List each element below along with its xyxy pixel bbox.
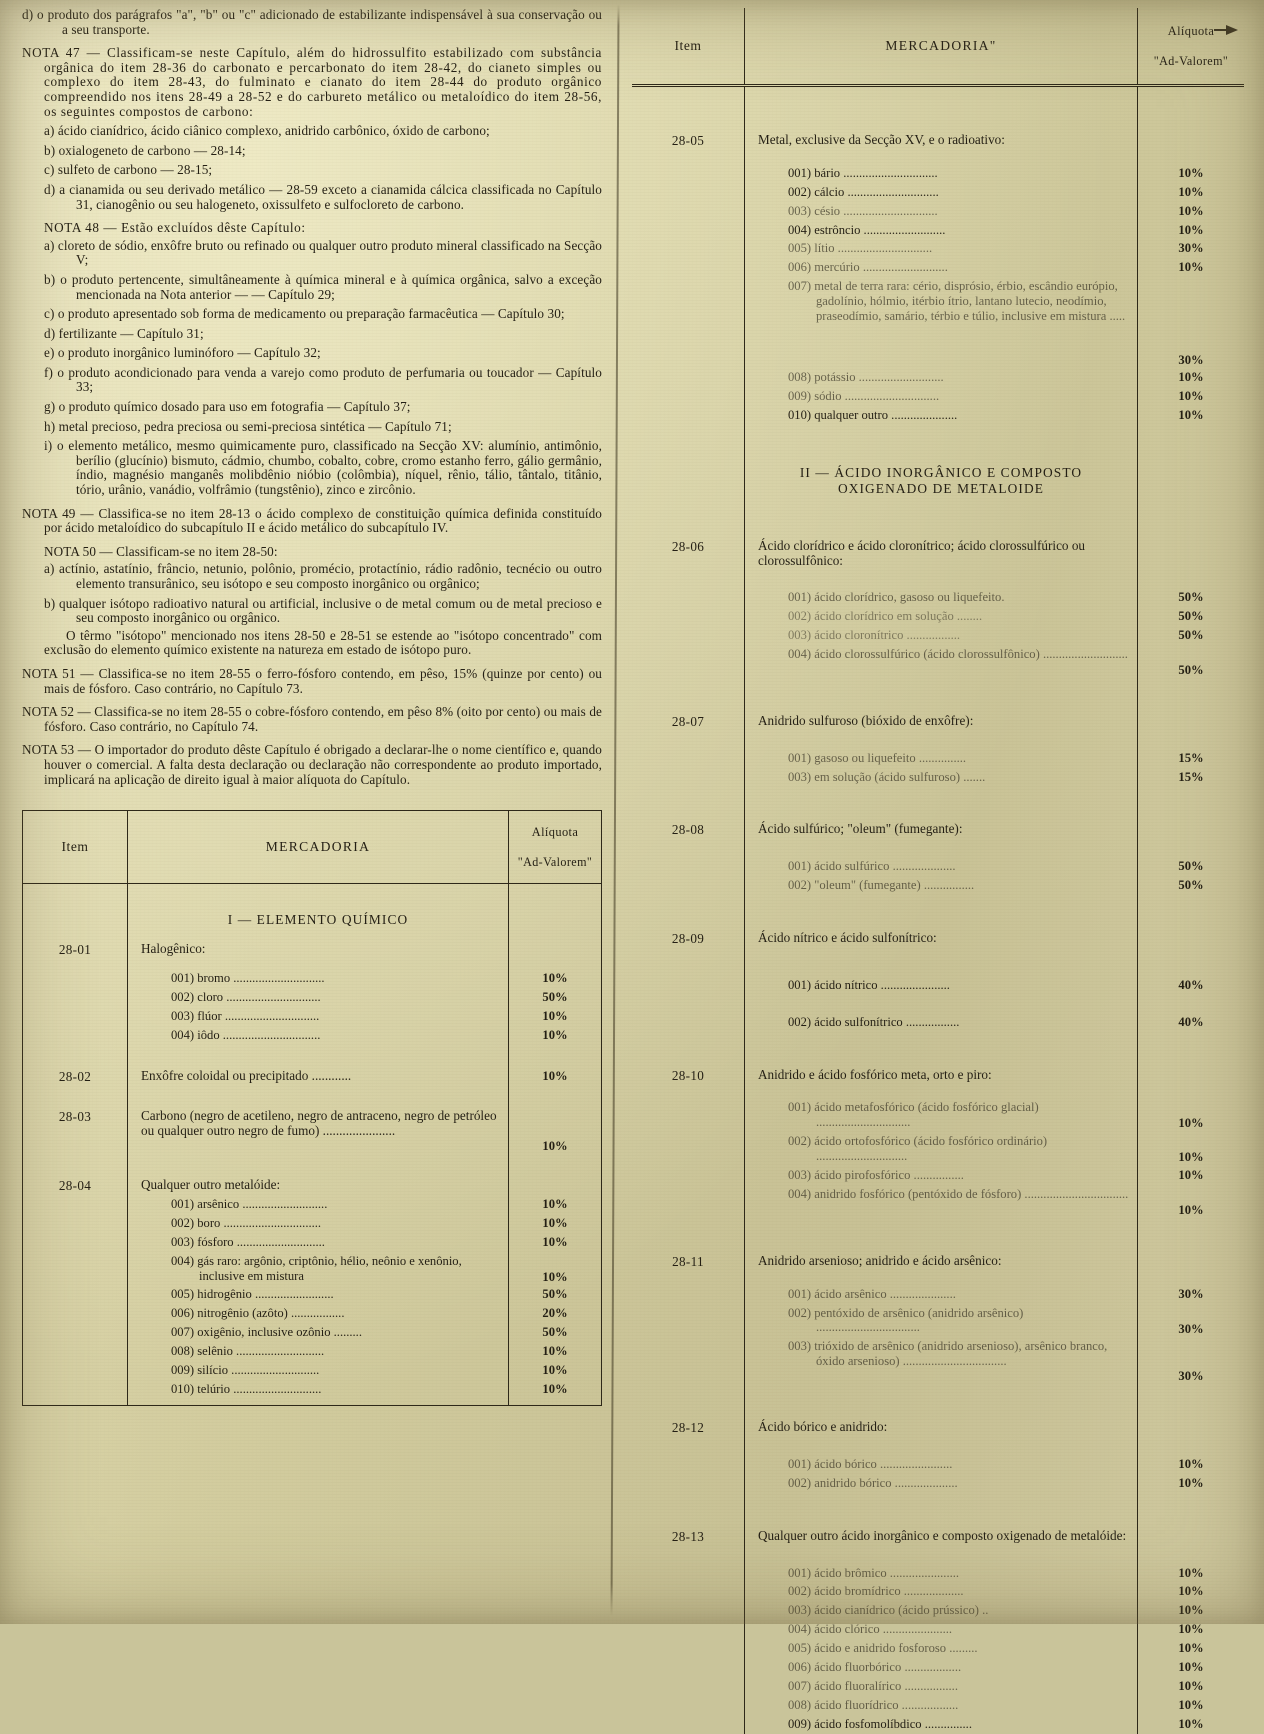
row-item-code: 28-07: [671, 713, 705, 729]
table-subrow: [632, 239, 1244, 258]
subrow-rate: 10%: [1178, 1168, 1204, 1183]
row-description: Metal, exclusive da Secção XV, e o radioativo:: [758, 132, 1005, 147]
table-subrow: [23, 1026, 601, 1045]
row-rate: [1138, 712, 1244, 731]
subrow-description: 001) ácido brômico ......................: [788, 1565, 960, 1580]
row-item-code: 28-03: [58, 1109, 92, 1125]
note-block-nota-53: NOTA 53 — O importador do produto dêste Capítulo é obrigado a declarar-lhe o nome científico e, quando houver o comercial. A falta desta declaração ou declaração não correspondente ao produto importado, implicará na aplicação de direito igual à maior alíquota do Capítulo.: [22, 742, 602, 787]
subrow-rate: 10%: [1178, 1584, 1204, 1599]
row-rate: [1138, 537, 1244, 571]
row-description: Carbono (negro de acetileno, negro de antraceno, negro de petróleo ou qualquer outro negro de fumo) ......................: [141, 1108, 497, 1139]
table-subrow: [632, 1658, 1244, 1677]
subrow-description: 002) ácido clorídrico em solução ........: [788, 609, 983, 624]
subrow-description: 001) ácido arsênico .....................: [788, 1286, 956, 1301]
subrow-description: 004) iôdo ...............................: [171, 1027, 321, 1042]
note-item: b) qualquer isótopo radioativo natural ou artificial, inclusive o de metal comum ou de metal precioso e seu composto inorgânico ou orgânico.: [44, 595, 602, 626]
table-row: [632, 1527, 1244, 1546]
row-rate: [1138, 1066, 1244, 1085]
subrow-rate: 10%: [1178, 1565, 1204, 1580]
note-item: a) ácido cianídrico, ácido ciânico complexo, anidrido carbônico, óxido de carbono;: [44, 123, 490, 139]
table-subrow: [23, 969, 601, 988]
subrow-rate: 10%: [542, 1363, 568, 1378]
table-subrow: [23, 1195, 601, 1214]
subrow-description: 003) ácido cloronítrico .................: [788, 628, 961, 643]
table-subrow: [632, 277, 1244, 368]
row-description: Ácido nítrico e ácido sulfonítrico:: [758, 930, 937, 946]
table-row: [632, 1252, 1244, 1271]
subrow-rate: 10%: [542, 1269, 568, 1284]
subrow-rate: 10%: [1178, 1116, 1204, 1131]
row-item-code: 28-06: [671, 538, 705, 554]
table-subrow: [632, 1185, 1244, 1218]
subrow-description: 003) trióxido de arsênico (anidrido arsenioso), arsênico branco, óxido arsenioso) .................................: [788, 1339, 1108, 1369]
table-row: [632, 712, 1244, 731]
subrow-rate: 10%: [1178, 260, 1204, 275]
subrow-description: 003) fósforo ............................: [171, 1234, 325, 1249]
row-item-code: 28-05: [671, 133, 705, 148]
note-item: b) o produto pertencente, simultâneamente à química mineral e à química orgânica, salvo a exceção mencionada na Nota anterior — — Capítulo 29;: [44, 271, 602, 302]
subrow-description: 004) estrôncio ..........................: [788, 222, 946, 237]
row-rate: [1138, 929, 1244, 948]
row-item-code: 28-02: [58, 1068, 92, 1084]
table-row: [632, 1066, 1244, 1085]
table-subrow: [632, 1166, 1244, 1185]
subrow-rate: 10%: [542, 1344, 568, 1359]
row-rate: 10%: [542, 1068, 568, 1083]
subrow-description: 004) anidrido fosfórico (pentóxido de fósforo) .................................: [788, 1187, 1129, 1202]
table-subrow: [23, 1233, 601, 1252]
subrow-rate: 10%: [542, 1215, 568, 1230]
subrow-rate: 50%: [542, 1287, 568, 1302]
note-block-nota-48: [22, 221, 602, 498]
subrow-rate: 15%: [1178, 769, 1204, 784]
subrow-rate: 10%: [542, 1382, 568, 1396]
table-row: [632, 820, 1244, 839]
subrow-description: 009) silício ............................: [171, 1363, 320, 1378]
table-row: [632, 131, 1244, 150]
header-rate-line2: "Ad-Valorem": [1153, 54, 1229, 68]
row-item-code: 28-09: [671, 931, 705, 947]
subrow-description: 002) anidrido bórico ....................: [788, 1475, 958, 1490]
subrow-rate: 30%: [1178, 353, 1204, 368]
subrow-description: 002) boro ...............................: [171, 1215, 322, 1230]
subrow-rate: 50%: [542, 1325, 568, 1340]
row-rate: [1138, 1527, 1244, 1546]
subrow-rate: 10%: [1178, 1603, 1204, 1618]
row-description: Qualquer outro metalóide:: [141, 1177, 281, 1193]
table-row: [632, 537, 1244, 571]
subrow-description: 001) ácido bórico .......................: [788, 1456, 953, 1471]
subrow-rate: 10%: [1178, 1716, 1204, 1731]
subrow-description: 001) ácido clorídrico, gasoso ou liquefeito.: [788, 590, 1005, 605]
table-body: [23, 884, 601, 1405]
table-subrow: [632, 976, 1244, 995]
subrow-rate: 10%: [542, 1196, 568, 1211]
subrow-rate: 50%: [542, 989, 568, 1004]
table-subrow: [632, 1013, 1244, 1032]
note-block-nota-47: [22, 46, 602, 212]
subrow-description: 002) ácido ortofosfórico (ácido fosfórico ordinário) .............................: [788, 1134, 1048, 1164]
table-subrow: [632, 1677, 1244, 1696]
table-subrow: [23, 1380, 601, 1399]
table-subrow: [632, 183, 1244, 202]
subrow-description: 001) gasoso ou liquefeito ...............: [788, 750, 967, 765]
subrow-description: 007) metal de terra rara: cério, disprósio, érbio, escândio európio, gadolínio, hólmio, itérbio ítrio, lantano lutecio, neodímio, praseodímio, samário, térbio e túlio, inclusive em mistura .....: [788, 279, 1126, 324]
row-item-code: 28-01: [58, 942, 92, 958]
note-item: e) o produto inorgânico luminóforo — Capítulo 32;: [44, 345, 321, 361]
table-subrow: [632, 1474, 1244, 1493]
subrow-description: 002) cálcio .............................: [788, 184, 939, 199]
row-description: Ácido bórico e anidrido:: [758, 1419, 888, 1435]
subrow-rate: 10%: [1178, 1660, 1204, 1675]
table-subrow: [632, 1132, 1244, 1166]
table-subrow: [632, 387, 1244, 406]
table-row: [632, 929, 1244, 948]
subrow-rate: 30%: [1178, 1321, 1204, 1336]
header-merchandise: MERCADORIA: [265, 839, 371, 855]
subrow-description: 003) césio ..............................: [788, 203, 938, 218]
table-subrow: [632, 1601, 1244, 1620]
row-item-code: 28-08: [671, 822, 705, 838]
subrow-description: 005) lítio ..............................: [788, 241, 933, 256]
section-title: I — ELEMENTO QUÍMICO: [227, 912, 409, 928]
note-item: a) cloreto de sódio, enxôfre bruto ou refinado ou qualquer outro produto mineral classificado na Secção V;: [44, 237, 602, 268]
subrow-description: 003) em solução (ácido sulfuroso) .......: [788, 769, 986, 784]
table-subrow: [632, 1285, 1244, 1304]
subrow-rate: 10%: [542, 1027, 568, 1042]
table-subrow: [632, 258, 1244, 277]
subrow-rate: 50%: [1178, 590, 1204, 605]
table-subrow: [632, 1564, 1244, 1583]
subrow-rate: 10%: [1178, 1622, 1204, 1637]
header-rate: [509, 811, 601, 883]
header-item: Item: [674, 38, 702, 53]
table-subrow: [632, 368, 1244, 387]
subrow-rate: 10%: [1178, 222, 1204, 237]
subrow-rate: 50%: [1178, 859, 1204, 874]
subrow-rate: 10%: [1178, 370, 1204, 385]
subrow-description: 002) ácido bromídrico ...................: [788, 1584, 964, 1599]
row-description: Ácido sulfúrico; "oleum" (fumegante):: [758, 821, 963, 837]
subrow-description: 003) flúor ..............................: [171, 1008, 320, 1023]
section-title-row: [632, 459, 1244, 503]
row-rate: 10%: [542, 1139, 568, 1154]
table-body: [632, 87, 1244, 1734]
subrow-rate: 10%: [542, 1008, 568, 1023]
subrow-description: 004) gás raro: argônio, criptônio, hélio, neônio e xenônio, inclusive em mistura: [171, 1253, 462, 1283]
subrow-rate: 40%: [1178, 1014, 1204, 1029]
note-item: a) actínio, astatínio, frâncio, netunio, polônio, promécio, protactínio, rádio radônio, tecnécio ou outro elemento transurânico, seu isótopo e seu composto inorgânico ou orgânico;: [44, 561, 602, 591]
subrow-rate: 10%: [1178, 203, 1204, 218]
table-row: [23, 940, 601, 959]
subrow-rate: 10%: [1178, 1456, 1204, 1471]
table-row: [23, 1107, 601, 1154]
table-subrow: [23, 1304, 601, 1323]
subrow-rate: 10%: [1178, 184, 1204, 199]
table-subrow: [632, 857, 1244, 876]
subrow-description: 005) ácido e anidrido fosforoso .........: [788, 1641, 978, 1656]
row-description: Qualquer outro ácido inorgânico e composto oxigenado de metalóide:: [758, 1527, 1127, 1543]
header-item: Item: [61, 839, 89, 855]
header-rate: [1138, 8, 1244, 84]
note-item: f) o produto acondicionado para venda a varejo como produto de perfumaria ou toucador — Capítulo 33;: [44, 364, 602, 395]
row-rate: [509, 1176, 601, 1195]
subrow-description: 003) ácido cianídrico (ácido prússico) ..: [788, 1603, 989, 1618]
note-heading: NOTA 50 — Classificam-se no item 28-50:: [44, 543, 278, 559]
subrow-rate: 20%: [542, 1306, 568, 1321]
table-subrow: [632, 1715, 1244, 1734]
note-block-nota-49: NOTA 49 — Classifica-se no item 28-13 o ácido complexo de constituição química definida constituído por ácido metaloídico do subcapítulo II e ácido metálico do subcapítulo IV.: [22, 505, 602, 536]
subrow-description: 006) nitrogênio (azôto) .................: [171, 1306, 345, 1321]
table-subrow: [632, 202, 1244, 221]
row-rate: [1138, 131, 1244, 150]
table-subrow: [632, 1098, 1244, 1132]
subrow-rate: 10%: [1178, 1697, 1204, 1712]
row-rate: [1138, 1252, 1244, 1271]
subrow-description: 002) "oleum" (fumegante) ................: [788, 878, 975, 893]
table-subrow: [23, 1323, 601, 1342]
table-subrow: [23, 1342, 601, 1361]
subrow-description: 009) sódio ..............................: [788, 388, 940, 403]
row-rate: [1138, 820, 1244, 839]
subrow-rate: 10%: [1178, 407, 1204, 422]
table-subrow: [23, 1007, 601, 1026]
note-block-nota-51: NOTA 51 — Classifica-se no item 28-55 o ferro-fósforo contendo, em pêso, 15% (quinze por cento) ou mais de fósforo. Caso contrário, no Capítulo 73.: [22, 665, 602, 696]
row-description: Halogênico:: [141, 941, 206, 957]
table-subrow: [23, 988, 601, 1007]
table-row: [23, 1067, 601, 1086]
subrow-description: 006) ácido fluorbórico ..................: [788, 1660, 962, 1675]
subrow-rate: 10%: [1178, 1678, 1204, 1693]
subrow-description: 006) mercúrio ...........................: [788, 260, 948, 275]
subrow-description: 004) ácido clorossulfúrico (ácido clorossulfônico) ...........................: [788, 647, 1128, 662]
table-subrow: [632, 1304, 1244, 1338]
subrow-description: 009) ácido fosfomolíbdico ...............: [788, 1716, 972, 1731]
row-item-code: 28-12: [671, 1420, 705, 1436]
right-column: [632, 8, 1244, 1731]
note-item: b) oxialogeneto de carbono — 28-14;: [44, 142, 246, 158]
note-heading: NOTA 47 — Classificam-se neste Capítulo, além do hidrossulfito estabilizado com substância orgânica do item 28-36 do carbonato e percarbonato do item 28-42, do cianeto simples ou complexo do item 28-43, do fulminato e cianato do item 28-44 do produto orgânico compreendido nos itens 28-49 a 28-52 e do carbureto metálico ou metaloídico do item 28-56, os seguintes compostos de carbono:: [22, 45, 602, 119]
note-item: c) sulfeto de carbono — 28-15;: [44, 162, 213, 178]
note-item: i) o elemento metálico, mesmo quimicamente puro, classificado na Secção XV: alumínio, antimônio, berílio (glucínio) bismuto, cádmio, chumbo, cobalto, cobre, cromo estanho ferro, gálio germânio, índio, magnésio manganês molibdênio nióbio (colômbia), níquel, rênio, tálio, tântalo, titânio, tório, urânio, vanádio, volfrâmio (tungstênio), zinco e zircônio.: [44, 438, 602, 498]
table-subrow: [632, 164, 1244, 183]
right-tariff-table: [632, 8, 1244, 1734]
subrow-rate: 10%: [1178, 1641, 1204, 1656]
header-rate-line1: Alíquota: [531, 825, 579, 840]
table-subrow: [632, 607, 1244, 626]
subrow-rate: 50%: [1178, 609, 1204, 624]
subrow-description: 002) pentóxido de arsênico (anidrido arsênico) .................................: [788, 1305, 1024, 1335]
table-subrow: [632, 1455, 1244, 1474]
subrow-rate: 50%: [1178, 663, 1204, 678]
note-item: h) metal precioso, pedra preciosa ou semi-preciosa sintética — Capítulo 71;: [44, 418, 452, 434]
table-subrow: [632, 1337, 1244, 1384]
table-subrow: [632, 645, 1244, 678]
row-description: Anidrido arsenioso; anidrido e ácido arsênico:: [758, 1252, 1002, 1268]
note-trailing: O têrmo "isótopo" mencionado nos itens 28-50 e 28-51 se estende ao "isótopo concentrado" com exclusão do elemento químico existente na natureza em estado de isótopo puro.: [44, 627, 602, 658]
arrow-icon: [1214, 22, 1238, 32]
table-subrow: [632, 588, 1244, 607]
note-item: d) a cianamida ou seu derivado metálico — 28-59 exceto a cianamida cálcica classificada no Capítulo 31, cianogênio ou seu halogeneto, oxissulfeto e sulfocloreto de carbono.: [44, 181, 602, 212]
subrow-rate: 10%: [1178, 1150, 1204, 1165]
subrow-rate: 30%: [1178, 241, 1204, 256]
row-description: Anidrido sulfuroso (bióxido de enxôfre):: [758, 712, 974, 728]
subrow-description: 001) ácido nítrico ......................: [788, 977, 950, 992]
row-item-code: 28-04: [58, 1178, 92, 1194]
subrow-description: 001) bromo .............................: [171, 970, 325, 985]
subrow-description: 004) ácido clórico ......................: [788, 1622, 953, 1637]
table-subrow: [23, 1285, 601, 1304]
row-rate: [509, 940, 601, 959]
table-subrow: [632, 626, 1244, 645]
subrow-description: 007) oxigênio, inclusive ozônio .........: [171, 1325, 362, 1340]
table-subrow: [632, 876, 1244, 895]
subrow-rate: 40%: [1178, 977, 1204, 992]
subrow-rate: 10%: [1178, 165, 1204, 180]
table-subrow: [632, 1582, 1244, 1601]
header-merchandise: MERCADORIA": [885, 38, 997, 53]
table-subrow: [632, 1620, 1244, 1639]
row-item-code: 28-13: [671, 1528, 705, 1544]
table-subrow: [632, 1696, 1244, 1715]
subrow-description: 008) ácido fluorídrico ..................: [788, 1697, 959, 1712]
subrow-description: 008) selênio ............................: [171, 1344, 325, 1359]
header-rate-line2: "Ad-Valorem": [517, 855, 593, 870]
section-title: II — ÁCIDO INORGÂNICO E COMPOSTO OXIGENADO DE METALOIDE: [799, 464, 1083, 496]
subrow-description: 010) telúrio ............................: [171, 1382, 322, 1396]
column-divider: [610, 4, 619, 1620]
subrow-description: 001) ácido metafosfórico (ácido fosfórico glacial) ..............................: [788, 1100, 1039, 1130]
left-tariff-table: [22, 810, 602, 1406]
section-title-row: [23, 906, 601, 934]
table-subrow: [632, 749, 1244, 768]
row-description: Enxôfre coloidal ou precipitado ............: [141, 1067, 352, 1083]
note-item: g) o produto químico dosado para uso em fotografia — Capítulo 37;: [44, 399, 411, 415]
row-description: Ácido clorídrico e ácido cloronítrico; ácido clorossulfúrico ou clorossulfônico:: [758, 537, 1086, 568]
table-subrow: [632, 406, 1244, 425]
table-subrow: [23, 1252, 601, 1286]
note-block-nota-52: NOTA 52 — Classifica-se no item 28-55 o cobre-fósforo contendo, em pêso 8% (oito por cento) ou mais de fósforo. Caso contrário, no Capítulo 74.: [22, 704, 602, 734]
table-subrow: [632, 221, 1244, 240]
note-item: d) fertilizante — Capítulo 31;: [44, 325, 204, 341]
subrow-description: 007) ácido fluoralírico .................: [788, 1678, 958, 1693]
subrow-description: 001) bário ..............................: [788, 165, 938, 180]
row-rate: [1138, 1418, 1244, 1437]
subrow-rate: 10%: [542, 1234, 568, 1249]
row-item-code: 28-11: [672, 1253, 704, 1269]
table-row: [632, 1418, 1244, 1437]
subrow-description: 001) ácido sulfúrico ....................: [788, 859, 956, 874]
subrow-rate: 10%: [542, 970, 568, 985]
table-subrow: [632, 1639, 1244, 1658]
intro-paragraph: d) o produto dos parágrafos "a", "b" ou "c" adicionado de estabilizante indispensável à sua conservação ou a seu transporte.: [22, 7, 602, 37]
subrow-rate: 10%: [1178, 388, 1204, 403]
subrow-rate: 10%: [1178, 1203, 1204, 1218]
table-header: [632, 8, 1244, 87]
table-row: [23, 1176, 601, 1195]
table-subrow: [23, 1214, 601, 1233]
subrow-description: 005) hidrogênio .........................: [171, 1287, 334, 1302]
row-description: Anidrido e ácido fosfórico meta, orto e piro:: [758, 1066, 992, 1082]
table-header: [23, 811, 601, 884]
row-item-code: 28-10: [671, 1067, 705, 1083]
subrow-rate: 30%: [1178, 1369, 1204, 1384]
subrow-description: 010) qualquer outro .....................: [788, 407, 958, 422]
subrow-description: 002) ácido sulfonítrico .................: [788, 1014, 960, 1029]
subrow-rate: 50%: [1178, 878, 1204, 893]
subrow-rate: 50%: [1178, 628, 1204, 643]
table-subrow: [23, 1361, 601, 1380]
note-item: c) o produto apresentado sob forma de medicamento ou preparação farmacêutica — Capítulo 30;: [44, 306, 565, 322]
left-column: [22, 8, 602, 1618]
table-subrow: [632, 768, 1244, 787]
header-rate-line1: Alíquota: [1167, 24, 1215, 38]
subrow-description: 001) arsênico ...........................: [171, 1196, 328, 1211]
subrow-description: 003) ácido pirofosfórico ................: [788, 1168, 964, 1183]
subrow-rate: 10%: [1178, 1475, 1204, 1490]
subrow-description: 008) potássio ...........................: [788, 370, 944, 385]
subrow-description: 002) cloro ..............................: [171, 989, 321, 1004]
subrow-rate: 30%: [1178, 1286, 1204, 1301]
note-block-nota-50: [22, 545, 602, 658]
note-heading: NOTA 48 — Estão excluídos dêste Capítulo:: [44, 220, 306, 236]
subrow-rate: 15%: [1178, 750, 1204, 765]
